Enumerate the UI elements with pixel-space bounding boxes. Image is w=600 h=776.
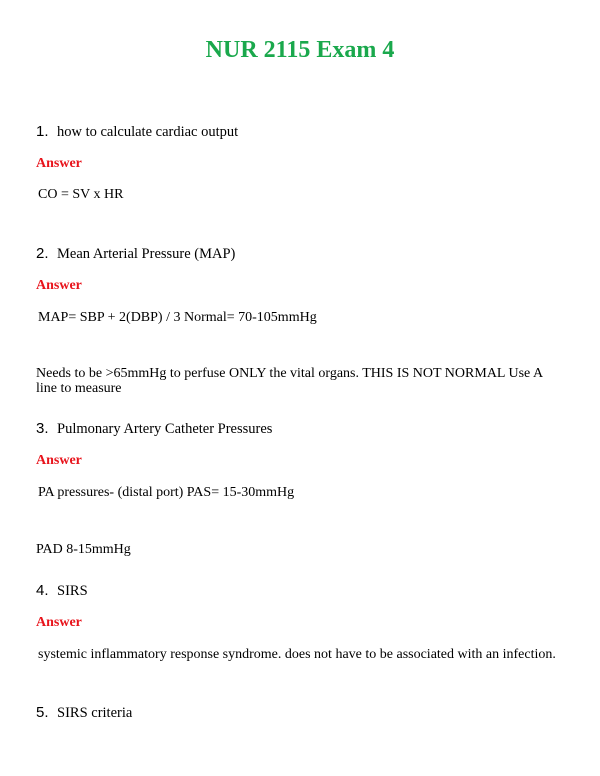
question-1-number: 1. [36, 123, 49, 140]
answer-label-3: Answer [36, 453, 82, 468]
question-1-text: how to calculate cardiac output [57, 124, 239, 140]
answer-3-text-2: PAD 8-15mmHg [36, 542, 131, 557]
answer-label-1: Answer [36, 156, 82, 171]
question-4-text: SIRS [57, 583, 88, 599]
question-2-number: 2. [36, 245, 49, 262]
answer-label-4: Answer [36, 615, 82, 630]
question-4 [36, 582, 88, 600]
answer-1-text: CO = SV x HR [38, 187, 124, 202]
question-5-text: SIRS criteria [57, 705, 133, 721]
answer-2-text: MAP= SBP + 2(DBP) / 3 Normal= 70-105mmHg [38, 310, 317, 325]
question-3-text: Pulmonary Artery Catheter Pressures [57, 421, 273, 437]
question-3-number: 3. [36, 420, 49, 437]
question-2-text: Mean Arterial Pressure (MAP) [57, 246, 236, 262]
question-3 [36, 420, 272, 438]
question-2 [36, 245, 235, 263]
question-5 [36, 704, 132, 722]
question-1 [36, 123, 238, 141]
answer-label-2: Answer [36, 278, 82, 293]
question-4-number: 4. [36, 582, 49, 599]
answer-3-text: PA pressures- (distal port) PAS= 15-30mmHg [38, 485, 295, 500]
answer-2-note: Needs to be >65mmHg to perfuse ONLY the vital organs. THIS IS NOT NORMAL Use A line to measure [36, 366, 543, 396]
answer-4-text: systemic inflammatory response syndrome. does not have to be associated with an infection. [38, 647, 556, 662]
document-title: NUR 2115 Exam 4 [205, 37, 395, 63]
question-5-number: 5. [36, 704, 49, 721]
